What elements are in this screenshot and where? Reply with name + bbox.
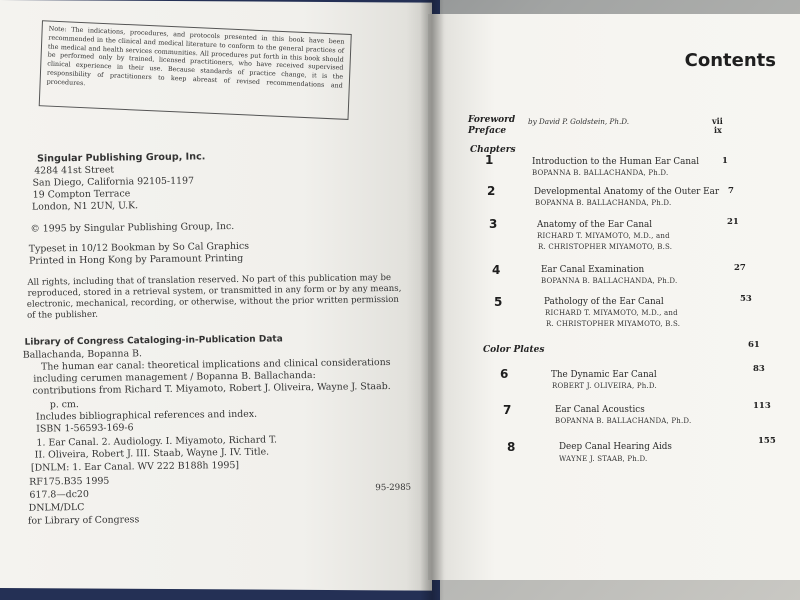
chapter-number: 6 (500, 367, 509, 381)
chapter-title: Deep Canal Hearing Aids (559, 442, 672, 452)
foreword-label: Foreword (468, 115, 516, 125)
rights-line: reproduced, stored in a retrieval system, or transmitted in any form or by any means, (27, 283, 402, 299)
cip-line: 1. Ear Canal. 2. Audiology. I. Miyamoto, Richard T. (36, 434, 278, 449)
cip-line: II. Oliveira, Robert J. III. Staab, Wayne J. IV. Title. (34, 446, 270, 461)
chapter-author: BOPANNA B. BALLACHANDA, Ph.D. (555, 417, 692, 425)
publisher-name: Singular Publishing Group, Inc. (36, 151, 206, 165)
chapter-number: 5 (494, 295, 503, 309)
chapter-number: 3 (489, 217, 498, 231)
chapter-page: 7 (728, 186, 734, 196)
chapter-page: 21 (727, 217, 739, 227)
chapter-author: BOPANNA B. BALLACHANDA, Ph.D. (535, 199, 672, 207)
cip-line: for Library of Congress (27, 514, 140, 527)
publisher-address-1: 4284 41st Street (34, 164, 115, 177)
cip-line: Ballachanda, Bopanna B. (22, 348, 143, 361)
disclaimer-text: Note: The indications, procedures, and protocols presented in this book have been recommended in the clinical and medical literature to conform to the general practices of the medical and health services communities. All procedures put forth in this book should be performed only by trained, licensed practitioners, who have received supervised clinical experience in their use. Because standards of practice change, it is the responsibility of practitioners to keep abreast of revised recommendations and procedures. (46, 24, 345, 90)
chapter-author: BOPANNA B. BALLACHANDA, Ph.D. (541, 277, 678, 285)
chapter-author: RICHARD T. MIYAMOTO, M.D., and (537, 232, 670, 240)
chapter-title: Ear Canal Acoustics (555, 405, 645, 415)
color-plates-label: Color Plates (483, 345, 545, 355)
publisher-address-3: 19 Compton Terrace (32, 188, 131, 201)
foreword-author: by David P. Goldstein, Ph.D. (528, 117, 630, 126)
cip-line: DNLM/DLC (28, 501, 85, 514)
chapter-title: The Dynamic Ear Canal (551, 370, 657, 380)
chapter-title: Introduction to the Human Ear Canal (532, 157, 700, 167)
chapter-author: BOPANNA B. BALLACHANDA, Ph.D. (532, 169, 669, 177)
typeset-line: Typeset in 10/12 Bookman by So Cal Graphics (28, 240, 250, 255)
publisher-address-2: San Diego, California 92105-1197 (32, 175, 195, 189)
chapter-page: 83 (753, 364, 765, 374)
chapter-title: Pathology of the Ear Canal (544, 297, 664, 307)
cip-line: The human ear canal: theoretical implications and clinical considerations (40, 356, 391, 373)
chapters-heading: Chapters (470, 145, 516, 155)
cip-line: [DNLM: 1. Ear Canal. WV 222 B188h 1995] (30, 459, 240, 474)
printed-line: Printed in Hong Kong by Paramount Printing (28, 252, 244, 267)
chapter-page: 113 (753, 401, 771, 411)
cip-line: RF175.B35 1995 (29, 475, 110, 488)
cip-line: contributions from Richard T. Miyamoto, Robert J. Oliveira, Wayne J. Staab. (32, 380, 391, 397)
chapter-number: 1 (485, 153, 494, 167)
chapter-author: ROBERT J. OLIVEIRA, Ph.D. (552, 382, 657, 390)
page-title: Contents (684, 50, 776, 71)
book-gutter (420, 0, 444, 600)
cip-line: including cerumen management / Bopanna B. Ballachanda: (33, 369, 316, 385)
copyright-line: © 1995 by Singular Publishing Group, Inc. (30, 220, 235, 235)
chapter-page: 155 (758, 436, 776, 446)
preface-label: Preface (468, 126, 507, 136)
chapter-number: 4 (492, 263, 501, 277)
chapter-author: WAYNE J. STAAB, Ph.D. (559, 455, 648, 463)
chapter-title: Ear Canal Examination (541, 265, 645, 275)
chapter-title: Developmental Anatomy of the Outer Ear (534, 187, 720, 197)
rights-line: of the publisher. (26, 309, 99, 321)
chapter-page: 53 (740, 294, 752, 304)
color-plates-page: 61 (748, 340, 760, 350)
rights-line: All rights, including that of translation reserved. No part of this publication may be (27, 272, 392, 288)
cip-line: Includes bibliographical references and index. (35, 408, 258, 423)
cip-number: 95-2985 (375, 482, 412, 494)
chapter-page: 27 (734, 263, 746, 273)
preface-page: ix (714, 125, 722, 135)
cip-line: 617.8—dc20 (29, 488, 90, 501)
chapter-number: 2 (487, 184, 496, 198)
chapter-author: RICHARD T. MIYAMOTO, M.D., and (545, 309, 678, 317)
chapter-number: 7 (503, 403, 512, 417)
contents-page (428, 14, 800, 580)
cip-heading: Library of Congress Cataloging-in-Publication Data (24, 334, 283, 348)
publisher-address-4: London, N1 2UN, U.K. (31, 200, 139, 213)
foreword-page: vii (712, 116, 723, 126)
chapter-title: Anatomy of the Ear Canal (537, 220, 653, 230)
chapter-page: 1 (722, 156, 728, 166)
chapter-number: 8 (507, 440, 516, 454)
chapter-author: R. CHRISTOPHER MIYAMOTO, B.S. (538, 243, 673, 251)
cip-line: p. cm. (49, 399, 79, 411)
chapter-author: R. CHRISTOPHER MIYAMOTO, B.S. (546, 320, 681, 328)
rights-line: electronic, mechanical, recording, or otherwise, without the prior written permission (26, 294, 400, 310)
cip-line: ISBN 1-56593-169-6 (36, 422, 134, 435)
